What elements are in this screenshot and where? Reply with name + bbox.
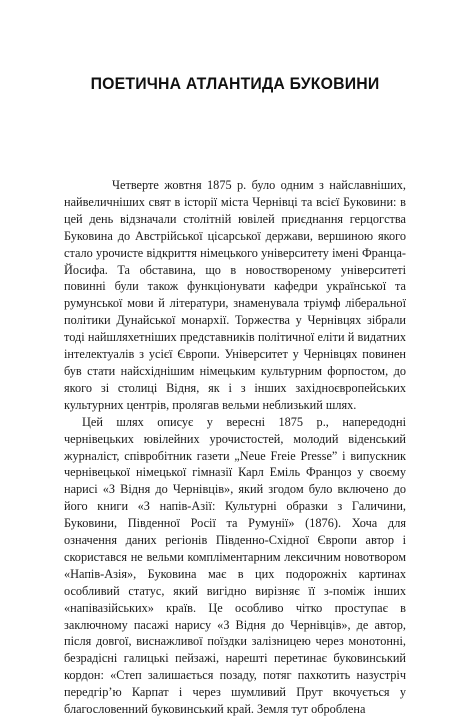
page-title: ПОЕТИЧНА АТЛАНТИДА БУКОВИНИ	[90, 74, 380, 93]
paragraph-2: Цей шлях описує у вересні 1875 р., напередодні чернівецьких ювілейних урочистостей, молодий віденський журналіст, співробітник газети „Neue Freie Presse” і випускник чернівецької німецької гімназії Карл Еміль Францоз у своєму нарисі «З Відня до Чернівців», який згодом було включено до його книги «З напів-Азії: Культурні образки з Галичини, Буковини, Південної Росії та Румунії» (1876). Хоча для означення даних регіонів Південно-Східної Європи автор і скористався не вельми компліментарним лексичним новотвором «Напів-Азія», Буковина має в цих подорожніх картинах особливий статус, який вигідно вирізняє її з-поміж інших «напівазійських» країв. Це особливо чітко проступає в заключному пасажі нарису «З Відня до Чернівців», де автор, після довгої, виснажливої поїздки залізницею через монотонні, безрадісні галицькі пейзажі, нарешті перетинає буковинський кордон: «Степ залишається позаду, потяг пахкотить назустріч передгір’ю Карпат і через шумливий Прут вкочується у благословенний буковинський край. Земля тут оброблена	[64, 414, 406, 717]
paragraph-1: Четверте жовтня 1875 р. було одним з найславніших, найвеличніших свят в історії міста Чернівці та всієї Буковини: в цей день відзначали столітній ювілей приєднання герцогства Буковина до Австрійської цісарської держави, вершиною якого стало урочисте відкриття німецького університету імені Франца-Йосифа. Та обставина, що в новоствореному університеті повинні були також функціонувати кафедри української та румунської мови й літератури, знаменувала тріумф ліберальної політики Дунайської монархії. Торжества у Чернівцях зібрали тоді найшляхетніших представників політичної еліти й видатних інтелектуалів з усієї Європи. Університет у Чернівцях повинен був стати найсхіднішим німецьким культурним форпостом, до якого зі столиці Відня, як і з інших західноєвропейських культурних центрів, пролягав вельми неблизький шлях.	[64, 178, 406, 412]
